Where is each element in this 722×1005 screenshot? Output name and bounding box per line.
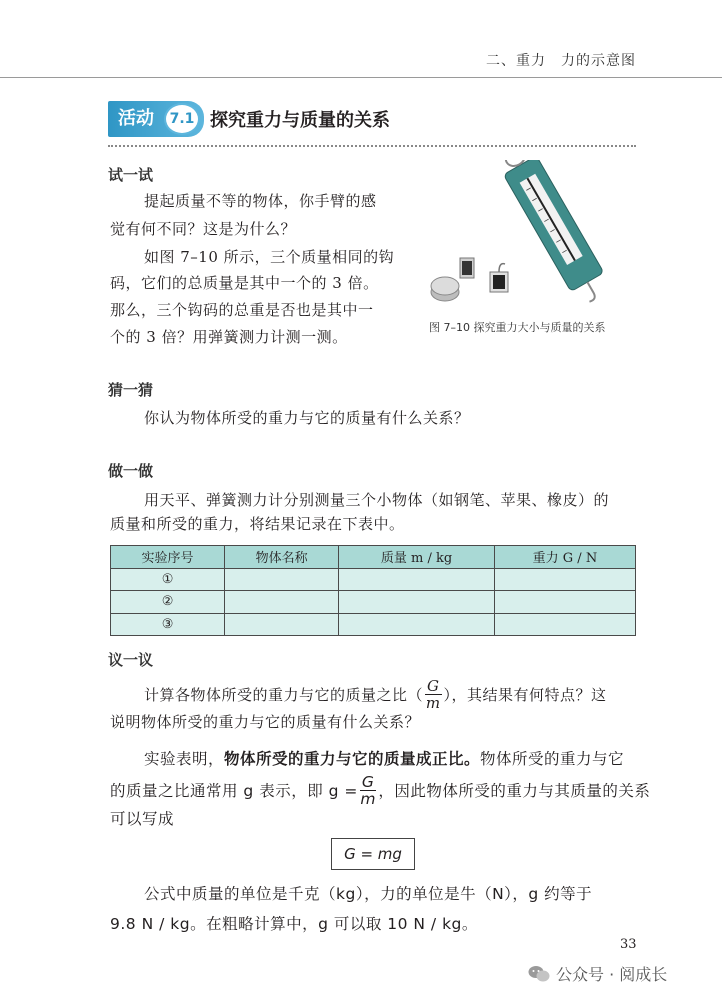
- conclusion-text-b: 物体所受的重力与它: [480, 750, 625, 768]
- fraction-denominator: m: [360, 790, 376, 808]
- guess-text: 你认为物体所受的重力与它的质量有什么关系？: [144, 409, 470, 427]
- try-p2-line3: 那么，三个钩码的总重是否也是其中一: [110, 301, 374, 319]
- fraction-numerator: G: [427, 677, 440, 695]
- conclusion-text-a: 实验表明，: [144, 750, 225, 768]
- fraction-numerator: G: [361, 773, 375, 791]
- table-cell: [494, 613, 635, 636]
- header-divider: [0, 77, 722, 78]
- wechat-icon: [528, 965, 550, 983]
- g-fraction: [360, 774, 377, 807]
- table-cell: [339, 591, 495, 614]
- table-row: [111, 568, 636, 591]
- do-line1: 用天平、弹簧测力计分别测量三个小物体（如钢笔、苹果、橡皮）的: [144, 491, 610, 509]
- table-cell: [494, 591, 635, 614]
- trial-number: ②: [111, 591, 225, 614]
- record-table: [110, 545, 636, 636]
- activity-banner: [108, 101, 390, 137]
- units-line1: 公式中质量的单位是千克（kg），力的单位是牛（N），g 约等于: [144, 885, 593, 903]
- header-mass: 质量 m / kg: [339, 546, 495, 569]
- guess-heading: 猜一猜: [108, 381, 154, 399]
- conclusion-text-c: 的质量之比通常用 g 表示，即 g =: [110, 781, 358, 800]
- header-object: 物体名称: [225, 546, 339, 569]
- watermark: [528, 962, 667, 985]
- table-cell: [494, 568, 635, 591]
- trial-number: ③: [111, 613, 225, 636]
- discuss-text-b: ），其结果有何特点？这: [443, 685, 607, 704]
- discuss-line2: 说明物体所受的重力与它的质量有什么关系？: [110, 713, 421, 731]
- table-cell: [339, 568, 495, 591]
- conclusion-line3: 可以写成: [110, 810, 175, 828]
- try-p2-line2: 码，它们的总质量是其中一个的 3 倍。: [110, 274, 379, 292]
- try-p2-line1: 如图 7–10 所示，三个质量相同的钩: [144, 248, 395, 266]
- activity-tag: 活动: [108, 101, 204, 137]
- discuss-heading: 议一议: [108, 651, 154, 669]
- try-p1-line1: 提起质量不等的物体，你手臂的感: [144, 192, 377, 210]
- do-heading: 做一做: [108, 462, 154, 480]
- page-number: 33: [620, 937, 637, 952]
- discuss-text-a: 计算各物体所受的重力与它的质量之比（: [144, 685, 424, 704]
- fraction-denominator: m: [425, 694, 441, 712]
- conclusion-text-d: ，因此物体所受的重力与其质量的关系: [378, 781, 651, 800]
- table-cell: [339, 613, 495, 636]
- figure-caption: 图 7–10 探究重力大小与质量的关系: [429, 321, 606, 334]
- table-cell: [225, 568, 339, 591]
- table-cell: [225, 613, 339, 636]
- running-header: 二、重力 力的示意图: [486, 53, 636, 69]
- header-gravity: 重力 G / N: [494, 546, 635, 569]
- try-heading: 试一试: [108, 166, 154, 184]
- spring-scale-weights-illustration: [425, 160, 625, 310]
- table-row: [111, 613, 636, 636]
- table-header-row: [111, 546, 636, 569]
- activity-number-badge: 7.1: [164, 103, 200, 135]
- trial-number: ①: [111, 568, 225, 591]
- do-line2: 质量和所受的重力，将结果记录在下表中。: [110, 515, 405, 533]
- section-divider: [108, 145, 636, 147]
- units-line2: 9.8 N / kg。在粗略计算中，g 可以取 10 N / kg。: [110, 915, 478, 933]
- conclusion-key-statement: 物体所受的重力与它的质量成正比。: [224, 750, 481, 768]
- try-p1-line2: 觉有何不同？这是为什么？: [110, 220, 297, 238]
- ratio-fraction: [425, 678, 441, 711]
- header-trial: 实验序号: [111, 546, 225, 569]
- gravity-formula: G = mg: [331, 838, 415, 870]
- watermark-text: 公众号 · 阅成长: [556, 965, 668, 984]
- try-p2-line4: 个的 3 倍？用弹簧测力计测一测。: [110, 328, 348, 346]
- table-cell: [225, 591, 339, 614]
- table-row: [111, 591, 636, 614]
- activity-title: 探究重力与质量的关系: [210, 110, 390, 131]
- conclusion-line1: [144, 743, 624, 775]
- conclusion-line2: [110, 774, 650, 807]
